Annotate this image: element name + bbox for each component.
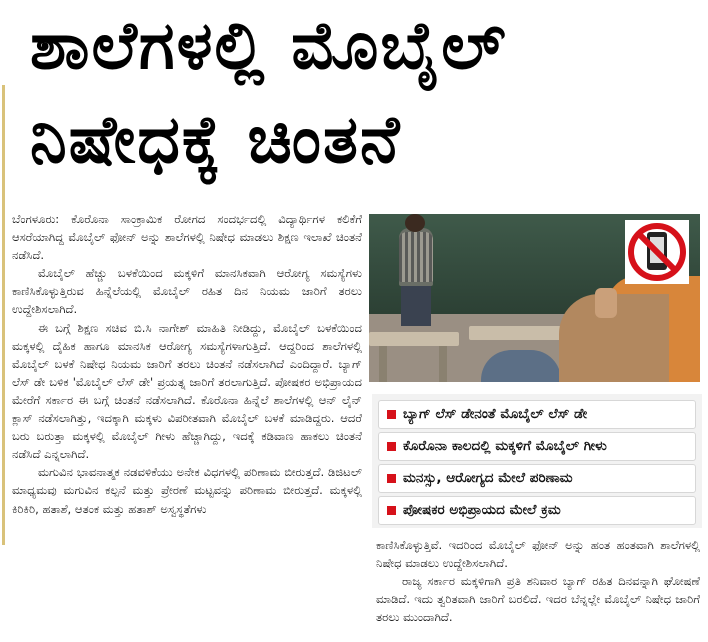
red-square-bullet-icon	[387, 410, 396, 419]
teacher-head	[405, 214, 425, 232]
highlight-text: ಮನಸ್ಸು, ಆರೋಗ್ಯದ ಮೇಲೆ ಪರಿಣಾಮ	[403, 470, 573, 486]
red-square-bullet-icon	[387, 506, 396, 515]
highlight-text: ಕೊರೊನಾ ಕಾಲದಲ್ಲಿ ಮಕ್ಕಳಿಗೆ ಮೊಬೈಲ್ ಗೀಳು	[403, 438, 607, 454]
teacher-figure-legs	[401, 286, 431, 326]
no-mobile-phone-icon	[625, 220, 689, 284]
article-column-2	[376, 536, 700, 640]
highlights-box	[372, 394, 702, 528]
highlight-item	[378, 432, 696, 461]
red-square-bullet-icon	[387, 442, 396, 451]
chair-leg	[439, 346, 447, 382]
classroom-photo	[369, 214, 700, 382]
article-paragraph: ಈ ಬಗ್ಗೆ ಶಿಕ್ಷಣ ಸಚಿವ ಬಿ.ಸಿ ನಾಗೇಶ್ ಮಾಹಿತಿ ನೀಡಿದ್ದು, ಮೊಬೈಲ್ ಬಳಕೆಯಿಂದ ಮಕ್ಕಳಲ್ಲಿ ದೈಹಿಕ ಹಾಗೂ ಮಾನಸಿಕ ಆರೋಗ್ಯ ಸಮಸ್ಯೆಗಳಾಗುತ್ತಿದೆ. ಆದ್ದರಿಂದ ಶಾಲೆಗಳಲ್ಲಿ ಮೊಬೈಲ್ ಬಳಕೆ ನಿಷೇಧ ನಿಯಮ ಜಾರಿಗೆ ತರಲು ಚಿಂತನೆ ನಡೆಸಲಾಗಿದೆ ಎಂದಿದ್ದಾರೆ. ಬ್ಯಾಗ್ ಲೆಸ್ ಡೇ ಬಳಿಕ 'ಮೊಬೈಲ್ ಲೆಸ್ ಡೇ' ಪ್ರಯತ್ನ ಜಾರಿಗೆ ತರಲಾಗುತ್ತಿದೆ. ಪೋಷಕರ ಅಭಿಪ್ರಾಯದ ಮೇರೆಗೆ ಸರ್ಕಾರ ಈ ಬಗ್ಗೆ ಚಿಂತನೆ ನಡೆಸಲಾಗಿದೆ. ಕೊರೊನಾ ಹಿನ್ನೆಲೆ ಶಾಲೆಗಳಲ್ಲಿ ಆನ್ ಲೈನ್ ಕ್ಲಾಸ್ ನಡೆಸಲಾಗಿತ್ತು, ಇದಕ್ಕಾಗಿ ಮಕ್ಕಳು ವಿಪರೀತವಾಗಿ ಮೊಬೈಲ್ ಬಳಕೆ ಮಾಡಿದ್ದರು. ಆದರೆ ಬರು ಬರುತ್ತಾ ಮಕ್ಕಳಲ್ಲಿ ಮೊಬೈಲ್ ಗೀಳು ಹೆಚ್ಚಾಗಿದ್ದು, ಇದಕ್ಕೆ ಕಡಿವಾಣ ಹಾಕಲು ಚಿಂತನೆ ನಡೆಸಿದೆ ಎನ್ನಲಾಗಿದೆ.	[12, 320, 362, 462]
column-rule	[2, 85, 5, 545]
highlight-item	[378, 464, 696, 493]
article-paragraph: ಕಾಣಿಸಿಕೊಳ್ಳುತ್ತಿವೆ. ಇದರಿಂದ ಮೊಬೈಲ್ ಫೋನ್ ಅನ್ನು ಹಂತ ಹಂತವಾಗಿ ಶಾಲೆಗಳಲ್ಲಿ ನಿಷೇಧ ಮಾಡಲು ಉದ್ದೇಶಿಸಲಾಗಿದೆ.	[376, 538, 700, 571]
hand-holding-phone	[595, 288, 617, 318]
highlight-item	[378, 400, 696, 429]
desk	[369, 332, 459, 346]
article-paragraph: ಮೊಬೈಲ್ ಹೆಚ್ಚು ಬಳಕೆಯಿಂದ ಮಕ್ಕಳಿಗೆ ಮಾನಸಿಕವಾಗಿ ಆರೋಗ್ಯ ಸಮಸ್ಯೆಗಳು ಕಾಣಿಸಿಕೊಳ್ಳುತ್ತಿರುವ ಹಿನ್ನೆಲೆಯಲ್ಲಿ ಮೊಬೈಲ್ ರಹಿತ ದಿನ ನಿಯಮ ಜಾರಿಗೆ ತರಲು ಉದ್ದೇಶಿಸಲಾಗಿದೆ.	[12, 266, 362, 317]
article-paragraph: ಬೆಂಗಳೂರು: ಕೊರೊನಾ ಸಾಂಕ್ರಾಮಿಕ ರೋಗದ ಸಂದರ್ಭದಲ್ಲಿ ವಿದ್ಯಾರ್ಥಿಗಳ ಕಲಿಕೆಗೆ ಆಸರೆಯಾಗಿದ್ದ ಮೊಬೈಲ್ ಫೋನ್ ಅನ್ನು ಶಾಲೆಗಳಲ್ಲಿ ನಿಷೇಧ ಮಾಡಲು ಶಿಕ್ಷಣ ಇಲಾಖೆ ಚಿಂತನೆ ನಡೆಸಿದೆ.	[12, 212, 362, 263]
headline-line-1: ಶಾಲೆಗಳಲ್ಲಿ ಮೊಬೈಲ್	[30, 7, 508, 84]
highlight-text: ಬ್ಯಾಗ್ ಲೆಸ್ ಡೇನಂತೆ ಮೊಬೈಲ್ ಲೆಸ್ ಡೇ	[403, 406, 588, 422]
article-paragraph: ಮಗುವಿನ ಭಾವನಾತ್ಮಕ ನಡವಳಿಕೆಯು ಅನೇಕ ವಿಧಗಳಲ್ಲಿ ಪರಿಣಾಮ ಬೀರುತ್ತದೆ. ಡಿಜಿಟಲ್ ಮಾಧ್ಯಮವು ಮಗುವಿನ ಕಲ್ಪನೆ ಮತ್ತು ಪ್ರೇರಣೆ ಮಟ್ಟವನ್ನು ಪರಿಣಾಮ ಬೀರುತ್ತದೆ. ಮಕ್ಕಳಲ್ಲಿ ಕಿರಿಕಿರಿ, ಹತಾಶೆ, ಆತಂಕ ಮತ್ತು ಹತಾಶ್ ಅಸ್ವಸ್ಥತೆಗಳು	[12, 465, 362, 516]
chair-leg	[379, 346, 387, 382]
highlight-text: ಪೋಷಕರ ಅಭಿಪ್ರಾಯದ ಮೇಲೆ ಕ್ರಮ	[403, 502, 561, 518]
article-column-1	[12, 210, 362, 640]
red-square-bullet-icon	[387, 474, 396, 483]
headline-line-2: ನಿಷೇಧಕ್ಕೆ ಚಿಂತನೆ	[30, 101, 402, 178]
teacher-shirt-stripes	[399, 232, 433, 282]
article-paragraph: ರಾಜ್ಯ ಸರ್ಕಾರ ಮಕ್ಕಳಿಗಾಗಿ ಪ್ರತಿ ಶನಿವಾರ ಬ್ಯಾಗ್ ರಹಿತ ದಿನವನ್ನಾಗಿ ಘೋಷಣೆ ಮಾಡಿದೆ. ಇದು ತ್ವರಿತವಾಗಿ ಜಾರಿಗೆ ಬರಲಿದೆ. ಇದರ ಬೆನ್ನಲ್ಲೇ ಮೊಬೈಲ್ ನಿಷೇಧ ಜಾರಿಗೆ ತರಲು ಮುಂದಾಗಿದೆ.	[376, 574, 700, 625]
highlight-item	[378, 496, 696, 525]
